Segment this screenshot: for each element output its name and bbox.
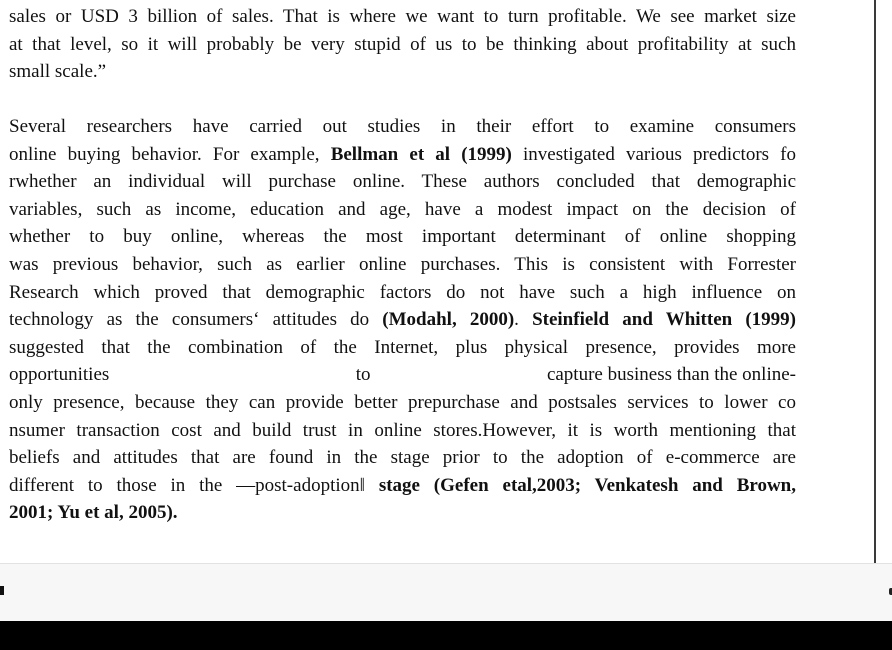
text-run: different to those in the —post-adoption‖ [9, 474, 365, 496]
text-run: investigated various predictors fo [523, 143, 796, 165]
text-line: Several researchers have carried out studies in their effort to examine consumers [9, 116, 796, 137]
text-line: was previous behavior, such as earlier online purchases. This is consistent with Forrester [9, 253, 796, 275]
citation-steinfield: Steinfield and Whitten (1999) [532, 309, 796, 331]
text-line: only presence, because they can provide better prepurchase and postsales services to lower co [9, 391, 796, 413]
bottom-bar [0, 621, 892, 650]
text-line: nsumer transaction cost and build trust in online stores.However, it is worth mentioning that [9, 419, 796, 441]
cursor-fragment-icon [0, 586, 4, 595]
text-line: beliefs and attitudes that are found in the stage prior to the adoption of e-commerce are [9, 447, 796, 469]
paragraph-quote-end [9, 3, 796, 86]
text-line [9, 499, 796, 527]
text-line: whether to buy online, whereas the most important determinant of online shopping [9, 226, 796, 248]
text-line [9, 361, 796, 389]
text-run: opportunities [9, 364, 110, 386]
text-line: small scale.” [9, 61, 107, 83]
citation-yu: 2001; Yu et al, 2005). [9, 502, 178, 524]
citation-bellman: Bellman et al (1999) [330, 143, 512, 165]
text-line [9, 141, 796, 169]
text-run: . [514, 309, 519, 331]
text-line: rwhether an individual will purchase online. These authors concluded that demographic [9, 171, 796, 193]
text-line: sales or USD 3 billion of sales. That is where we want to turn profitable. We see market size [9, 6, 796, 27]
text-line: suggested that the combination of the Internet, plus physical presence, provides more [9, 336, 796, 358]
text-run: online buying behavior. For example, [9, 143, 320, 165]
citation-gefen: stage (Gefen etal,2003; Venkatesh and Brown, [378, 474, 796, 496]
text-run: capture business than the online- [546, 364, 796, 386]
paragraph-research [9, 113, 796, 527]
text-line: at that level, so it will probably be very stupid of us to be thinking about profitability at such [9, 33, 796, 55]
citation-modahl: (Modahl, 2000) [382, 309, 515, 331]
text-line [9, 306, 796, 334]
text-line [9, 472, 796, 500]
text-line: Research which proved that demographic factors do not have such a high influence on [9, 281, 796, 303]
page-gap [0, 563, 892, 622]
text-run: to [355, 364, 371, 386]
text-line: variables, such as income, education and age, have a modest impact on the decision of [9, 198, 796, 220]
text-run: technology as the consumers‘ attitudes do [9, 309, 370, 331]
